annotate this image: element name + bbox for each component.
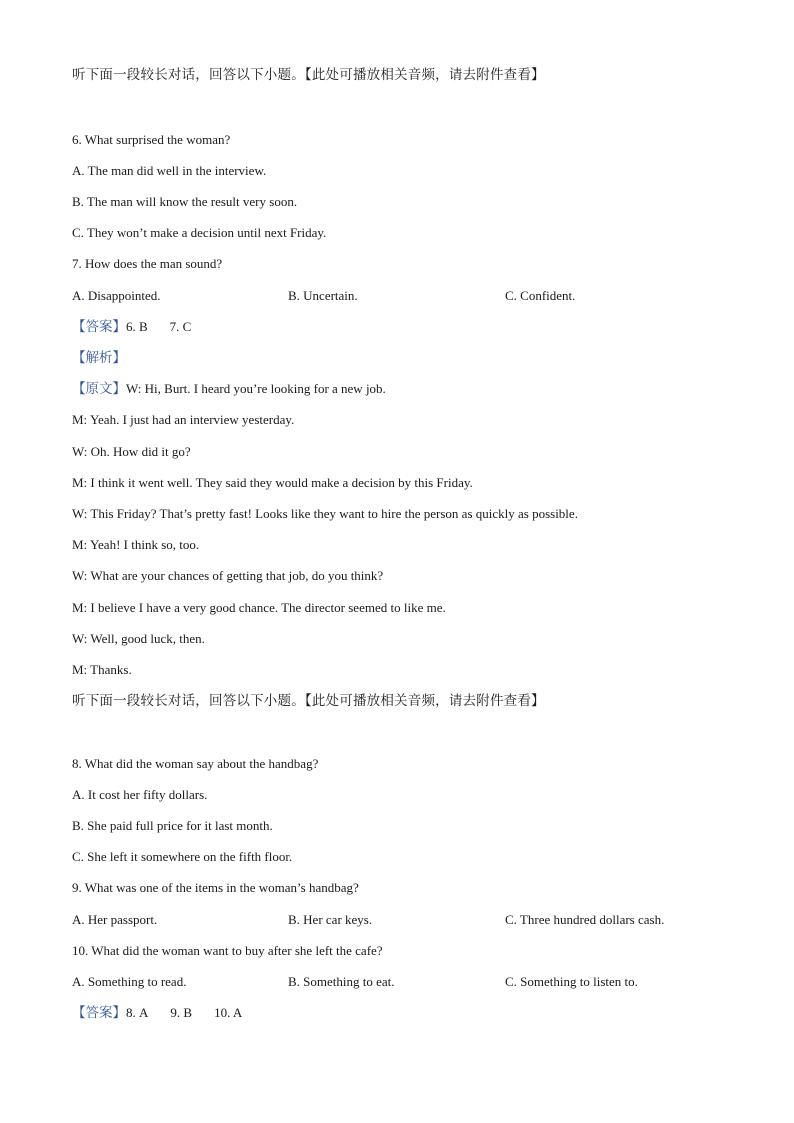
answer-value: 9. B xyxy=(170,1005,193,1020)
question-10-option-a: A. Something to read. xyxy=(72,974,187,989)
transcript-line: M: I believe I have a very good chance. The director seemed to like me. xyxy=(72,600,446,615)
question-6-option-b: B. The man will know the result very soon. xyxy=(72,194,298,209)
question-8-option-a: A. It cost her fifty dollars. xyxy=(72,787,208,802)
question-8-option-b: B. She paid full price for it last month. xyxy=(72,818,273,833)
answer-tag: 【答案】 xyxy=(72,319,126,335)
answer-line xyxy=(72,318,191,336)
transcript-line: M: I think it went well. They said they would make a decision by this Friday. xyxy=(72,475,473,490)
question-7-options xyxy=(72,287,752,305)
answer-tag: 【答案】 xyxy=(72,1005,126,1021)
transcript-line: W: This Friday? That’s pretty fast! Looks like they want to hire the person as quickly as possible. xyxy=(72,506,578,521)
analysis-tag: 【解析】 xyxy=(72,350,126,366)
transcript-line: W: Well, good luck, then. xyxy=(72,631,205,646)
question-10-option-c: C. Something to listen to. xyxy=(505,974,638,989)
question-7: 7. How does the man sound? xyxy=(72,256,223,271)
analysis-line xyxy=(72,349,126,367)
transcript-line: W: Oh. How did it go? xyxy=(72,444,191,459)
question-6-option-c: C. They won’t make a decision until next Friday. xyxy=(72,225,327,240)
question-8: 8. What did the woman say about the handbag? xyxy=(72,756,319,771)
question-8-option-c: C. She left it somewhere on the fifth floor. xyxy=(72,849,293,864)
transcript-line: M: Yeah! I think so, too. xyxy=(72,537,200,552)
question-9-option-a: A. Her passport. xyxy=(72,912,158,927)
question-9-option-b: B. Her car keys. xyxy=(288,912,373,927)
question-7-option-a: A. Disappointed. xyxy=(72,288,161,303)
answer-value: 7. C xyxy=(169,319,192,334)
transcript-line xyxy=(72,380,386,398)
transcript-tag: 【原文】 xyxy=(72,381,126,397)
transcript-text: W: Hi, Burt. I heard you’re looking for a new job. xyxy=(126,381,386,396)
listening-instruction: 听下面一段较长对话，回答以下小题。【此处可播放相关音频，请去附件查看】 xyxy=(72,67,545,83)
answer-value: 8. A xyxy=(126,1005,149,1020)
question-6: 6. What surprised the woman? xyxy=(72,132,231,147)
transcript-line: M: Thanks. xyxy=(72,662,132,677)
question-9-option-c: C. Three hundred dollars cash. xyxy=(505,912,665,927)
answer-value: 10. A xyxy=(214,1005,243,1020)
question-7-option-c: C. Confident. xyxy=(505,288,576,303)
question-6-option-a: A. The man did well in the interview. xyxy=(72,163,267,178)
question-10: 10. What did the woman want to buy after she left the cafe? xyxy=(72,943,383,958)
question-7-option-b: B. Uncertain. xyxy=(288,288,358,303)
answer-value: 6. B xyxy=(126,319,148,334)
transcript-line: W: What are your chances of getting that job, do you think? xyxy=(72,568,384,583)
question-10-option-b: B. Something to eat. xyxy=(288,974,395,989)
listening-instruction: 听下面一段较长对话，回答以下小题。【此处可播放相关音频，请去附件查看】 xyxy=(72,693,545,709)
transcript-line: M: Yeah. I just had an interview yesterday. xyxy=(72,412,295,427)
question-9-options xyxy=(72,911,752,929)
question-10-options xyxy=(72,973,752,991)
answer-line xyxy=(72,1004,242,1022)
question-9: 9. What was one of the items in the woman’s handbag? xyxy=(72,880,359,895)
